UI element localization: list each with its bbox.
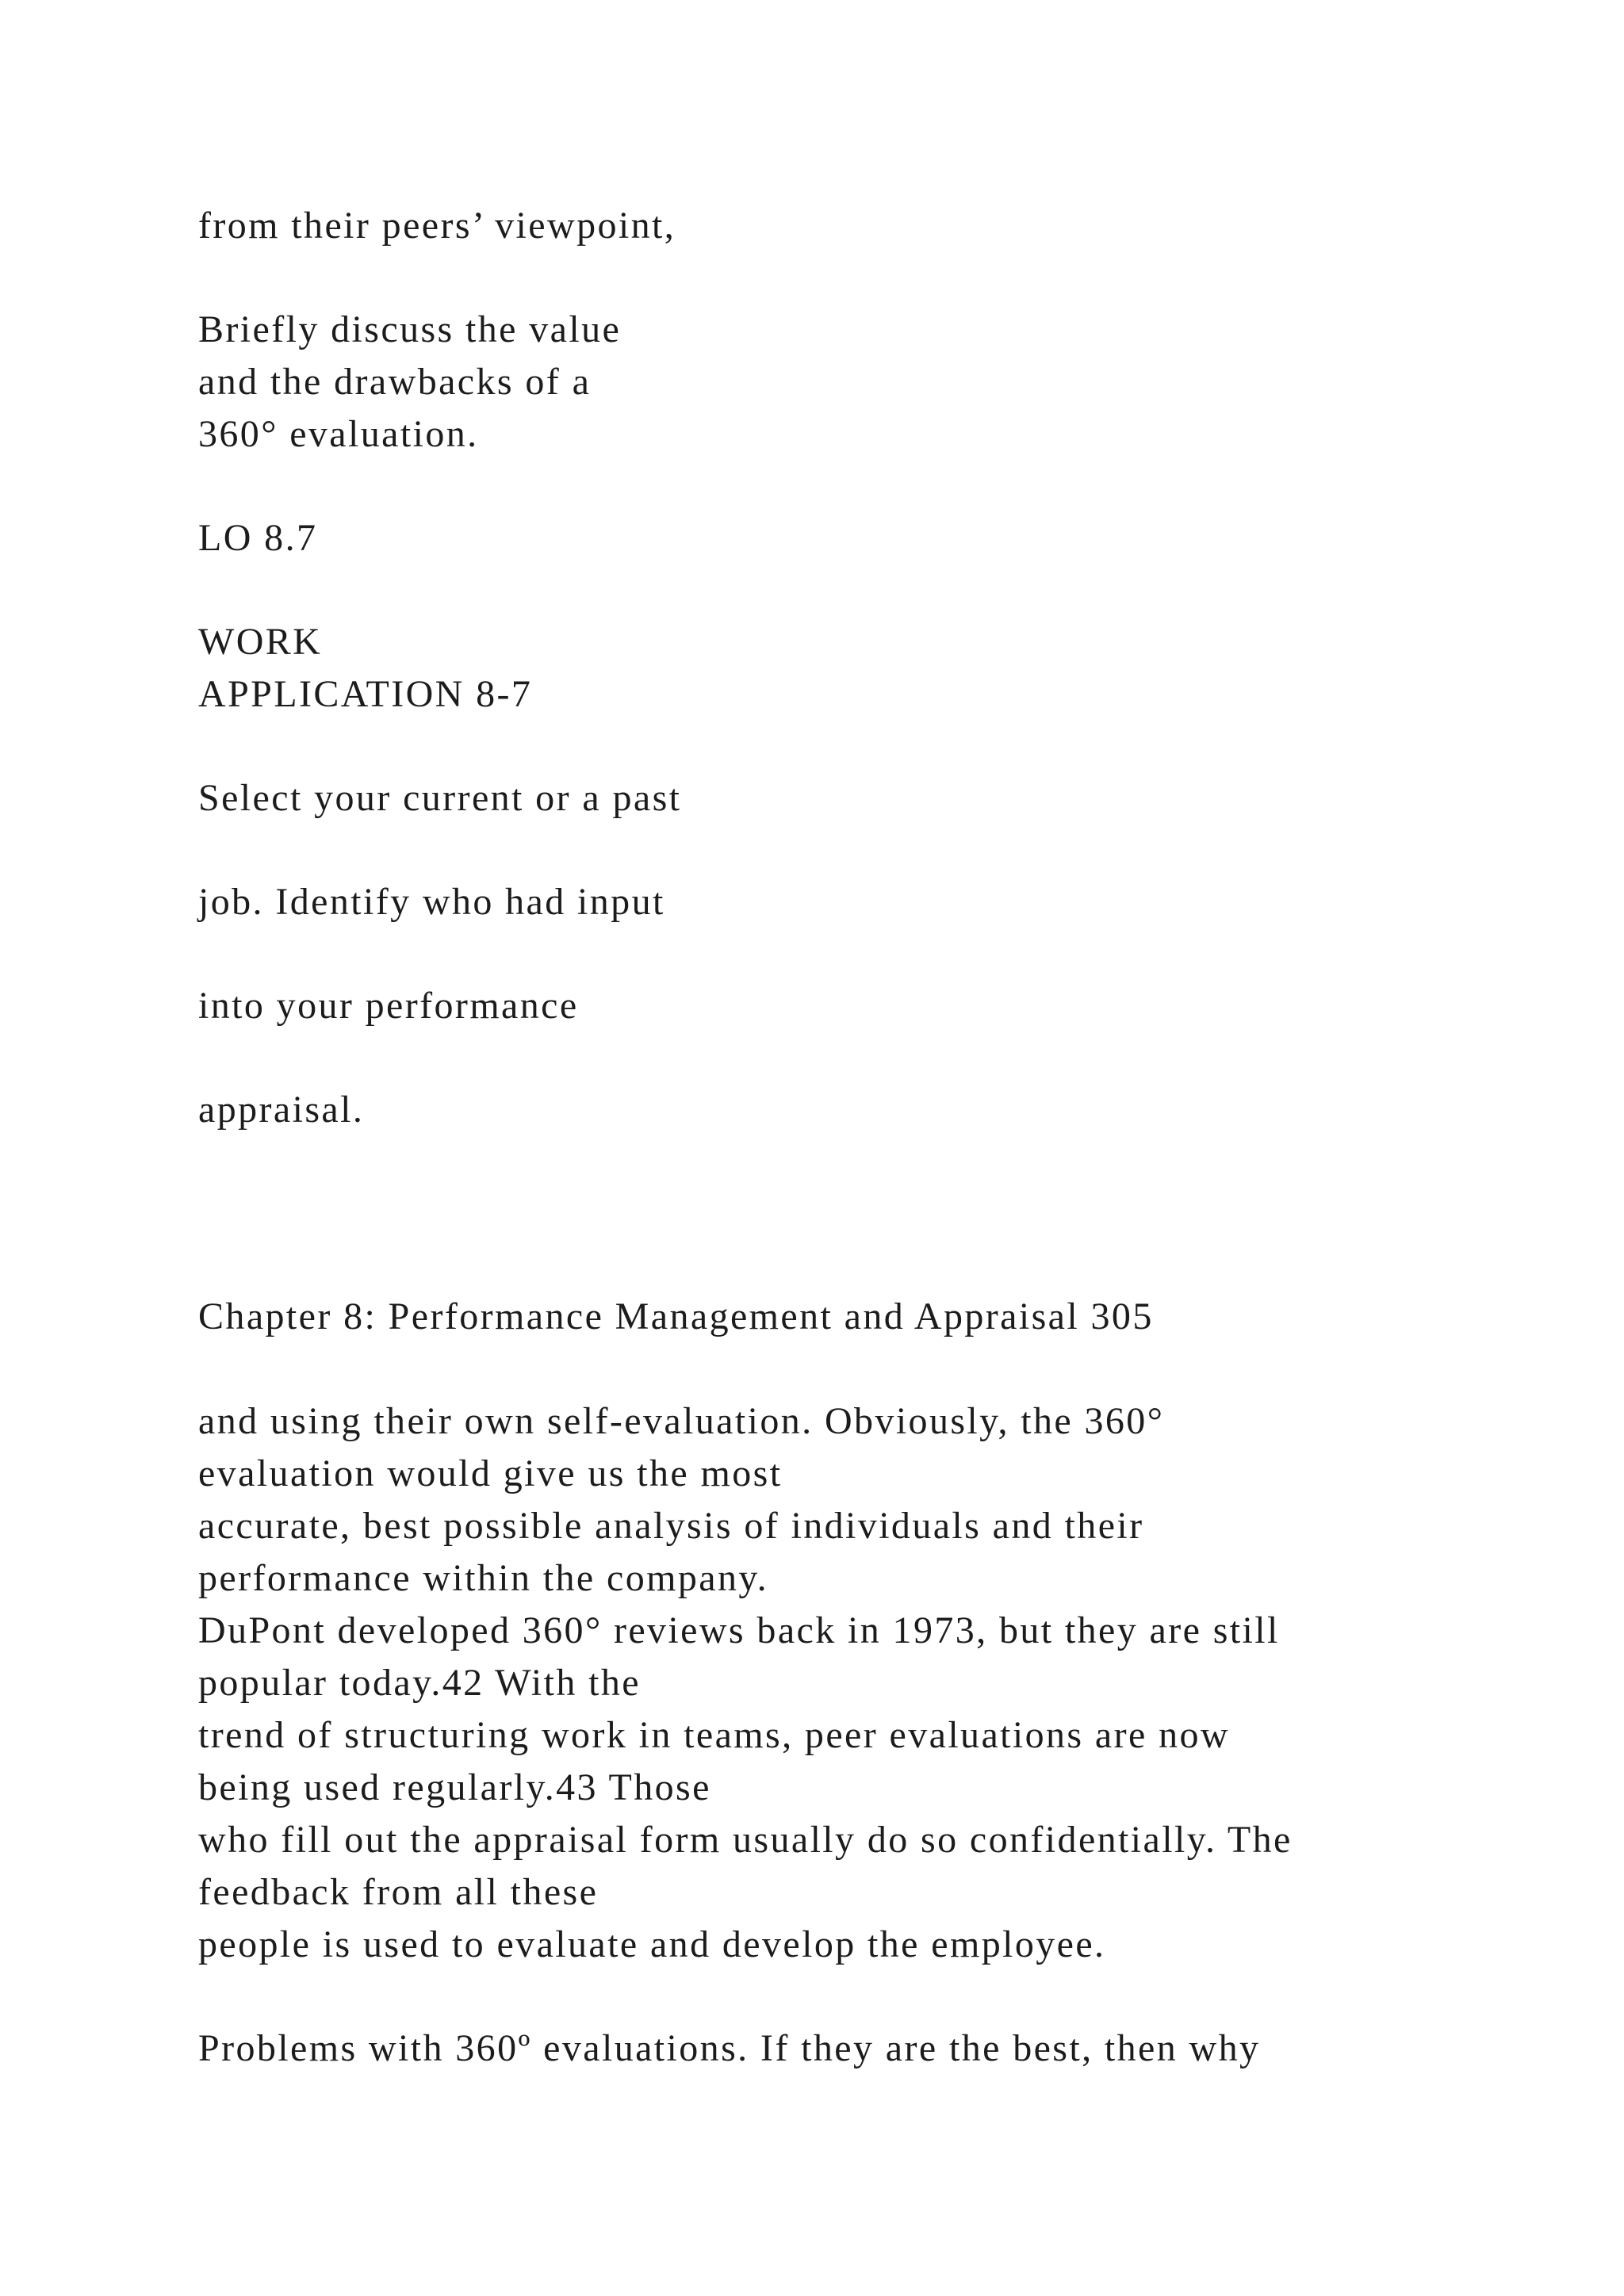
text-line: DuPont developed 360° reviews back in 1973, but they are still (198, 1609, 1280, 1651)
text-line: people is used to evaluate and develop the employee. (198, 1923, 1106, 1965)
text-line: into your performance (198, 985, 579, 1027)
text-line: popular today.42 With the (198, 1662, 641, 1704)
text-line: Problems with 360º evaluations. If they are the best, then why (198, 2027, 1261, 2069)
text-line: feedback from all these (198, 1871, 599, 1913)
text-line: appraisal. (198, 1089, 365, 1131)
text-line: and the drawbacks of a (198, 361, 592, 403)
text-line: from their peers’ viewpoint, (198, 205, 676, 247)
text-line: Briefly discuss the value (198, 308, 622, 350)
text-line: evaluation would give us the most (198, 1452, 783, 1494)
text-line: trend of structuring work in teams, peer evaluations are now (198, 1714, 1230, 1756)
text-line: WORK (198, 621, 323, 663)
text-line: job. Identify who had input (198, 881, 665, 923)
page-header: Chapter 8: Performance Management and Appraisal 305 (198, 1295, 1154, 1337)
text-line: LO 8.7 (198, 517, 318, 559)
text-line: who fill out the appraisal form usually do so confidentially. The (198, 1819, 1293, 1861)
text-line: and using their own self-evaluation. Obviously, the 360° (198, 1400, 1165, 1442)
text-line: 360° evaluation. (198, 413, 479, 455)
text-line: performance within the company. (198, 1557, 769, 1599)
text-line: being used regularly.43 Those (198, 1766, 711, 1808)
text-line: accurate, best possible analysis of individuals and their (198, 1505, 1144, 1547)
text-line: APPLICATION 8-7 (198, 673, 533, 715)
text-line: Select your current or a past (198, 777, 682, 819)
